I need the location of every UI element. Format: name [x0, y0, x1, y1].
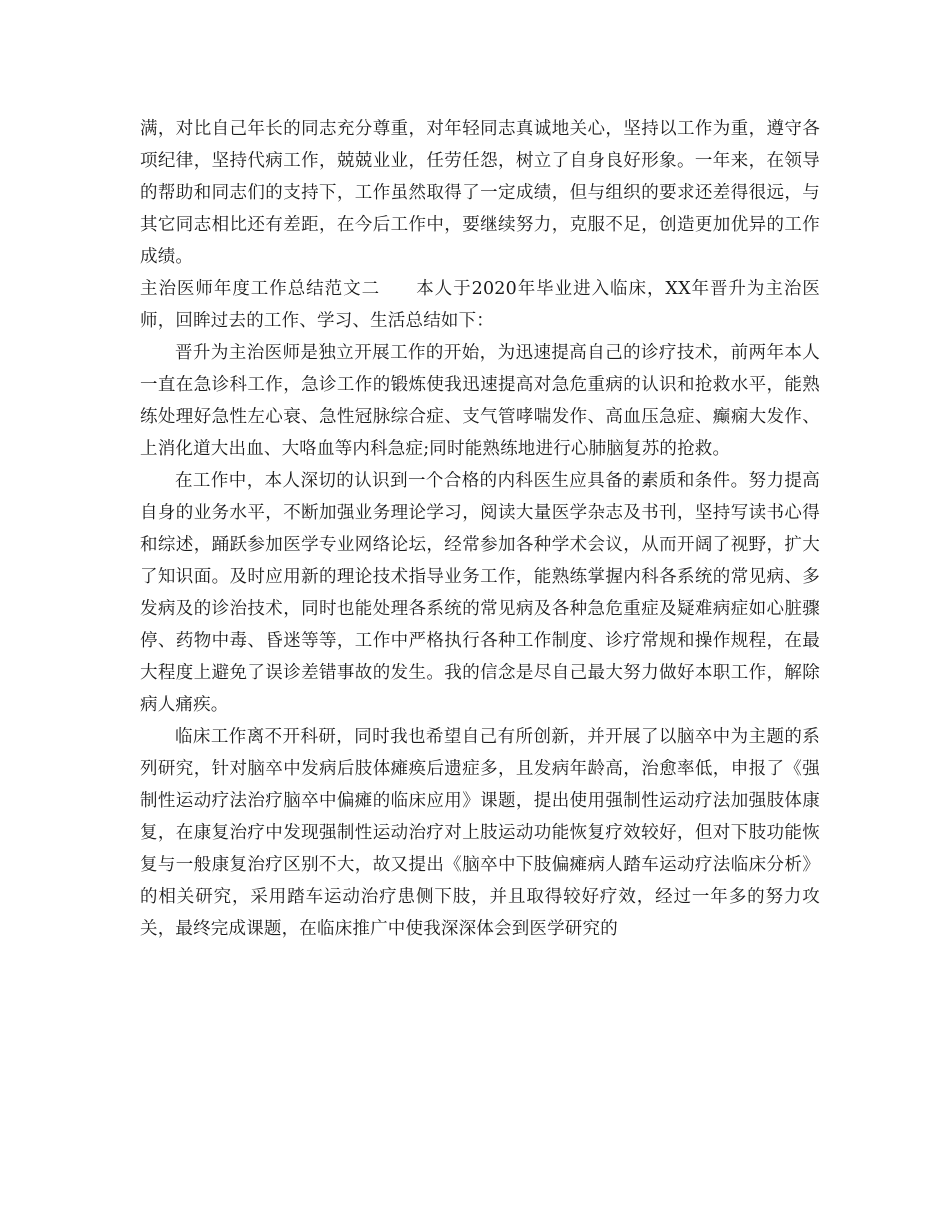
paragraph-emergency-work: 晋升为主治医师是独立开展工作的开始，为迅速提高自己的诊疗技术，前两年本人一直在急诊科工作，急诊工作的锻炼使我迅速提高对急危重病的认识和抢救水平，能熟练处理好急性左心衰、急性冠脉综合症、支气管哮喘发作、高血压急症、癫痫大发作、上消化道大出血、大咯血等内科急症;同时能熟练地进行心肺脑复苏的抢救。 [140, 343, 820, 459]
paragraph-research: 临床工作离不开科研，同时我也希望自己有所创新，并开展了以脑卒中为主题的系列研究，针对脑卒中发病后肢体瘫痪后遗症多，且发病年龄高，治愈率低，申报了《强制性运动疗法治疗脑卒中偏瘫的临床应用》课题，提出使用强制性运动疗法加强肢体康复，在康复治疗中发现强制性运动治疗对上肢运动功能恢复疗效较好，但对下肢功能恢复与一般康复治疗区别不大，故又提出《脑卒中下肢偏瘫病人踏车运动疗法临床分析》的相关研究，采用踏车运动治疗患侧下肢，并且取得较好疗效，经过一年多的努力攻关，最终完成课题，在临床推广中使我深深体会到医学研究的 [140, 727, 820, 939]
document-body [140, 113, 820, 945]
section-intro: 本人于2020年毕业进入临床，XX年晋升为主治医师，回眸过去的工作、学习、生活总结如下： [140, 279, 820, 331]
section-heading-line [140, 273, 820, 337]
continuation-paragraph: 满，对比自己年长的同志充分尊重，对年轻同志真诚地关心，坚持以工作为重，遵守各项纪律，坚持代病工作，兢兢业业，任劳任怨，树立了自身良好形象。一年来，在领导的帮助和同志们的支持下，工作虽然取得了一定成绩，但与组织的要求还差得很远，与其它同志相比还有差距，在今后工作中，要继续努力，克服不足，创造更加优异的工作成绩。 [140, 119, 820, 267]
paragraph-professional-study: 在工作中，本人深切的认识到一个合格的内科医生应具备的素质和条件。努力提高自身的业务水平，不断加强业务理论学习，阅读大量医学杂志及书刊，坚持写读书心得和综述，踊跃参加医学专业网络论坛，经常参加各种学术会议，从而开阔了视野，扩大了知识面。及时应用新的理论技术指导业务工作，能熟练掌握内科各系统的常见病、多发病及的诊治技术，同时也能处理各系统的常见病及各种急危重症及疑难病症如心脏骤停、药物中毒、昏迷等等，工作中严格执行各种工作制度、诊疗常规和操作规程，在最大程度上避免了误诊差错事故的发生。我的信念是尽自己最大努力做好本职工作，解除病人痛疾。 [140, 471, 820, 715]
section-title: 主治医师年度工作总结范文二 [140, 279, 381, 299]
section-gap [380, 279, 415, 299]
